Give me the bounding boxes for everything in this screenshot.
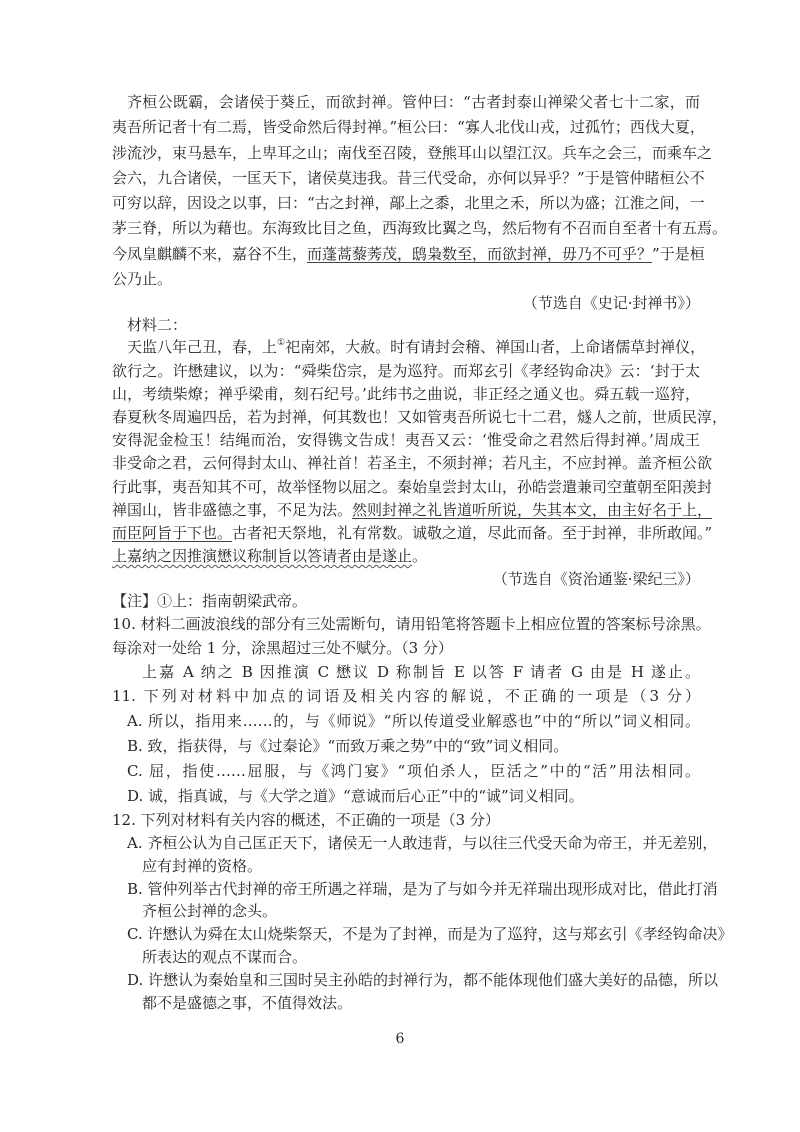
text-line <box>112 734 700 759</box>
text-segment: 夷吾所记者十有二焉，皆受命然后得封禅。”桓公曰：“寡人北伐山戎，过孤竹；西伐大夏， <box>112 118 705 137</box>
text-line <box>112 383 700 406</box>
question-12 <box>112 809 733 1014</box>
text-line <box>112 429 700 452</box>
text-segment: 齐桓公既霸，会诸侯于葵丘，而欲封禅。管仲曰：“古者封泰山禅梁父者七十二家，而 <box>127 93 700 111</box>
text-segment: 祀南郊，大赦。时有请封会稽、禅国山者，上命诸儒草封禅仪， <box>285 338 706 357</box>
text-segment: 古者祀天祭地，礼有常数。诚敬之道，尽此而备。至于封禅，非所敢闻。” <box>232 523 713 542</box>
text-line <box>112 141 713 166</box>
text-line <box>112 709 700 734</box>
underlined-text: 而臣阿旨于下也。 <box>112 523 233 542</box>
text-line <box>112 522 713 545</box>
text-segment: 天监八年己丑，春，上 <box>127 338 278 357</box>
material-1-passage <box>112 90 728 292</box>
text-line <box>112 946 700 969</box>
text-segment: 今凤皇麒麟不来，嘉谷不生， <box>112 244 308 263</box>
text-line <box>112 166 705 191</box>
page-number: 6 <box>395 1031 405 1047</box>
text-segment: 欲行之。许懋建议，以为：“舜柴岱宗，是为巡狩。而郑玄引《孝经钩命决》云：‘封于太 <box>112 361 700 380</box>
material-2-label: 材料二： <box>127 316 188 335</box>
text-segment: 春夏秋冬周遍四岳，若为封禅，何其数也！又如管夷吾所说七十二君，燧人之前，世质民淳， <box>112 407 728 426</box>
text-line <box>112 406 728 429</box>
text-line <box>112 216 728 241</box>
text-line <box>112 660 700 684</box>
text-segment: A. 所以，指用来……的，与《师说》“所以传道受业解惑也”中的“所以”词义相同。 <box>127 712 700 731</box>
text-line <box>112 452 713 475</box>
question-11 <box>112 684 700 809</box>
text-segment: 非受命之君，云何得封太山、禅社首！若圣主，不须封禅；若凡主，不应封禅。盖齐桓公欲 <box>112 454 713 473</box>
text-segment: C. 屈，指使……屈服，与《鸿门宴》“项伯杀人，臣活之”中的“活”用法相同。 <box>127 762 700 781</box>
text-segment: 都不是盛德之事，不值得效法。 <box>142 993 353 1012</box>
annotation-note: 【注】①上：指南朝梁武帝。 <box>112 592 308 611</box>
text-line <box>112 336 706 359</box>
text-line <box>112 267 700 292</box>
text-segment: 行此事，夷吾知其不可，故举怪物以屈之。秦始皇尝封太山，孙皓尝遣兼司空董朝至阳羡封 <box>112 477 713 496</box>
text-line <box>112 878 718 901</box>
text-segment: 禅国山，皆非盛德之事，不足为法。 <box>112 500 353 519</box>
material-2-passage <box>112 336 728 568</box>
wavy-underlined-text: 上嘉纳之因推演懋议称制旨以答请者由是遂止 <box>112 547 413 566</box>
text-segment: 公乃止。 <box>112 270 173 289</box>
text-segment: 会六，九合诸侯，一匡天下，诸侯莫违我。昔三代受命，亦何以异乎？”于是管仲睹桓公不 <box>112 168 705 187</box>
text-segment: ”于是桓 <box>652 244 705 263</box>
text-segment: 12. 下列对材料有关内容的概述，不正确的一项是（3 分） <box>112 811 500 830</box>
text-line <box>112 969 719 992</box>
text-line <box>112 90 700 115</box>
text-line <box>112 612 711 636</box>
text-line <box>112 115 705 140</box>
underlined-text: 而蓬蒿藜莠茂，鸱枭数至，而欲封禅，毋乃不可乎？ <box>307 244 653 263</box>
text-segment: B. 致，指获得，与《过秦论》“而致万乘之势”中的“致”词义相同。 <box>127 737 569 756</box>
text-line <box>112 923 733 946</box>
text-line <box>112 900 700 923</box>
text-segment: 上嘉 A 纳之 B 因推演 C 懋议 D 称制旨 E 以答 F 请者 G 由是 H 遂止。 <box>142 663 700 682</box>
text-segment: 茅三脊，所以为藉也。东海致比目之鱼，西海致比翼之鸟，然后物有不召而自至者十有五焉。 <box>112 219 728 238</box>
text-segment: D. 诚，指真诚，与《大学之道》“意诚而后心正”中的“诚”词义相同。 <box>127 787 584 806</box>
text-line <box>112 832 718 855</box>
text-line <box>112 759 700 784</box>
text-segment: 涉流沙，束马悬车，上卑耳之山；南伐至召陵，登熊耳山以望江汉。兵车之会三，而乘车之 <box>112 143 713 162</box>
text-line <box>112 476 713 499</box>
text-line <box>112 684 700 709</box>
text-segment: 所表达的观点不谋而合。 <box>142 948 308 967</box>
text-segment: 每涂对一处给 1 分，涂黑超过三处不赋分。（3 分） <box>112 639 453 658</box>
text-segment: 应有封禅的资格。 <box>142 856 263 875</box>
text-segment: 11. 下列对材料中加点的词语及相关内容的解说，不正确的一项是（3 分） <box>112 687 700 706</box>
text-line <box>112 855 700 878</box>
text-line <box>112 545 700 568</box>
footnote-marker: ① <box>277 338 286 349</box>
text-segment: 10. 材料二画波浪线的部分有三处需断句，请用铅笔将答题卡上相应位置的答案标号涂黑。 <box>112 615 711 634</box>
text-line <box>112 809 700 832</box>
text-segment: C. 许懋认为舜在太山烧柴祭天，不是为了封禅，而是为了巡狩，这与郑玄引《孝经钩命决》 <box>127 925 733 944</box>
text-segment: A. 齐桓公认为自己匡正天下，诸侯无一人敢违背，与以往三代受天命为帝王，并无差别， <box>127 834 718 853</box>
text-segment: 可穷以辞，因设之以事，曰：“古之封禅，鄗上之黍，北里之禾，所以为盛；江淮之间，一 <box>112 194 705 213</box>
text-segment: D. 许懋认为秦始皇和三国时吴主孙皓的封禅行为，都不能体现他们盛大美好的品德，所以 <box>127 970 719 989</box>
text-segment: B. 管仲列举古代封禅的帝王所遇之祥瑞，是为了与如今并无祥瑞出现形成对比，借此打消 <box>127 879 718 898</box>
text-line <box>112 499 713 522</box>
text-segment: 山，考绩柴燎；禅乎梁甫，刻石纪号。’此纬书之曲说，非正经之通义也。舜五载一巡狩， <box>112 384 700 403</box>
material-2-source: （节选自《资治通鉴·梁纪三》） <box>492 570 700 589</box>
text-line <box>112 360 700 383</box>
question-10 <box>112 612 711 684</box>
text-line <box>112 242 705 267</box>
text-segment: 安得泥金检玉！结绳而治，安得镌文告成！夷吾又云：‘惟受命之君然后得封禅。’周成王 <box>112 431 700 450</box>
text-line <box>112 784 700 809</box>
text-segment: 。 <box>412 547 428 566</box>
text-segment: 齐桓公封禅的念头。 <box>142 902 278 921</box>
text-line <box>112 191 705 216</box>
underlined-text: 然则封禅之礼皆道听所说，失其本文，由主好名于上， <box>352 500 713 519</box>
material-1-source: （节选自《史记·封禅书》） <box>522 294 700 313</box>
text-line <box>112 636 700 660</box>
text-line <box>112 992 700 1015</box>
